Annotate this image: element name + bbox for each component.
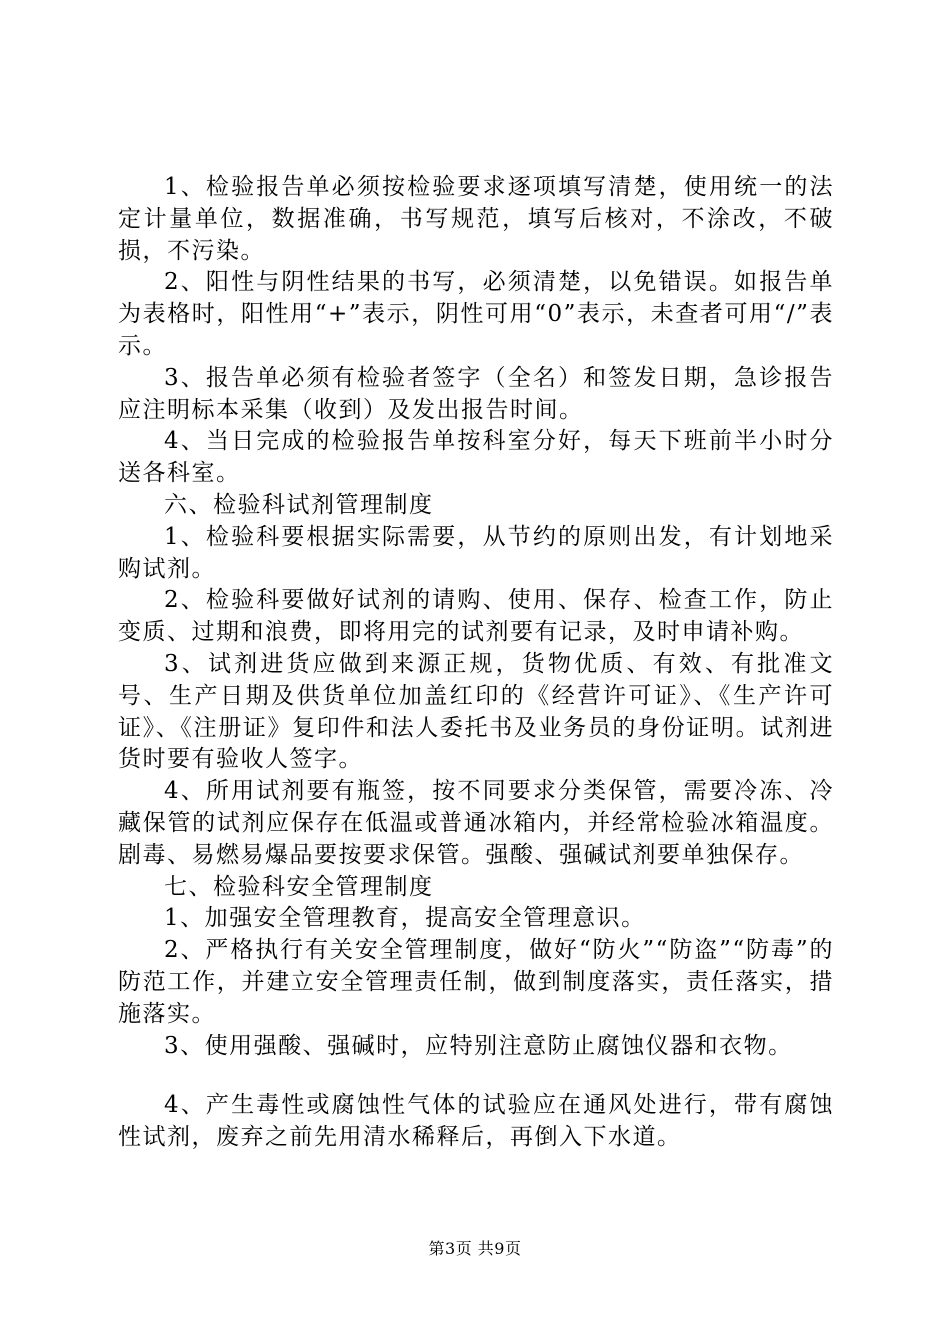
paragraph: 2、阳性与阴性结果的书写，必须清楚，以免错误。如报告单为表格时，阳性用“+”表示，阴性可用“0”表示，未查者可用“/”表示。 — [118, 269, 834, 359]
paragraph: 2、严格执行有关安全管理制度，做好“防火”“防盗”“防毒”的防范工作，并建立安全管理责任制，做到制度落实，责任落实，措施落实。 — [118, 937, 834, 1027]
paragraph: 1、检验报告单必须按检验要求逐项填写清楚，使用统一的法定计量单位，数据准确，书写规范，填写后核对，不涂改，不破损，不污染。 — [118, 174, 834, 264]
section-heading: 六、检验科试剂管理制度 — [164, 491, 434, 518]
paragraph: 3、报告单必须有检验者签字（全名）和签发日期，急诊报告应注明标本采集（收到）及发出报告时间。 — [118, 364, 834, 423]
paragraph: 3、使用强酸、强碱时，应特别注意防止腐蚀仪器和衣物。 — [164, 1032, 793, 1059]
page-number: 第3页 共9页 — [428, 1239, 522, 1258]
paragraph: 4、所用试剂要有瓶签，按不同要求分类保管，需要冷冻、冷藏保管的试剂应保存在低温或普通冰箱内，并经常检验冰箱温度。剧毒、易燃易爆品要按要求保管。强酸、强碱试剂要单独保存。 — [118, 778, 834, 868]
paragraph: 1、检验科要根据实际需要，从节约的原则出发，有计划地采购试剂。 — [118, 523, 834, 582]
page-footer — [0, 1236, 950, 1259]
paragraph: 2、检验科要做好试剂的请购、使用、保存、检查工作，防止变质、过期和浪费，即将用完的试剂要有记录，及时申请补购。 — [118, 587, 834, 646]
paragraph: 3、试剂进货应做到来源正规，货物优质、有效、有批准文号、生产日期及供货单位加盖红印的《经营许可证》、《生产许可证》、《注册证》复印件和法人委托书及业务员的身份证明。试剂进货时要有验收人签字。 — [118, 650, 834, 773]
section-heading: 七、检验科安全管理制度 — [164, 873, 434, 900]
paragraph: 4、当日完成的检验报告单按科室分好，每天下班前半小时分送各科室。 — [118, 428, 834, 487]
paragraph: 1、加强安全管理教育，提高安全管理意识。 — [164, 905, 646, 932]
paragraph: 4、产生毒性或腐蚀性气体的试验应在通风处进行，带有腐蚀性试剂，废弃之前先用清水稀释后，再倒入下水道。 — [118, 1092, 834, 1151]
document-body — [118, 172, 834, 1154]
paragraph-gap — [118, 1062, 834, 1090]
